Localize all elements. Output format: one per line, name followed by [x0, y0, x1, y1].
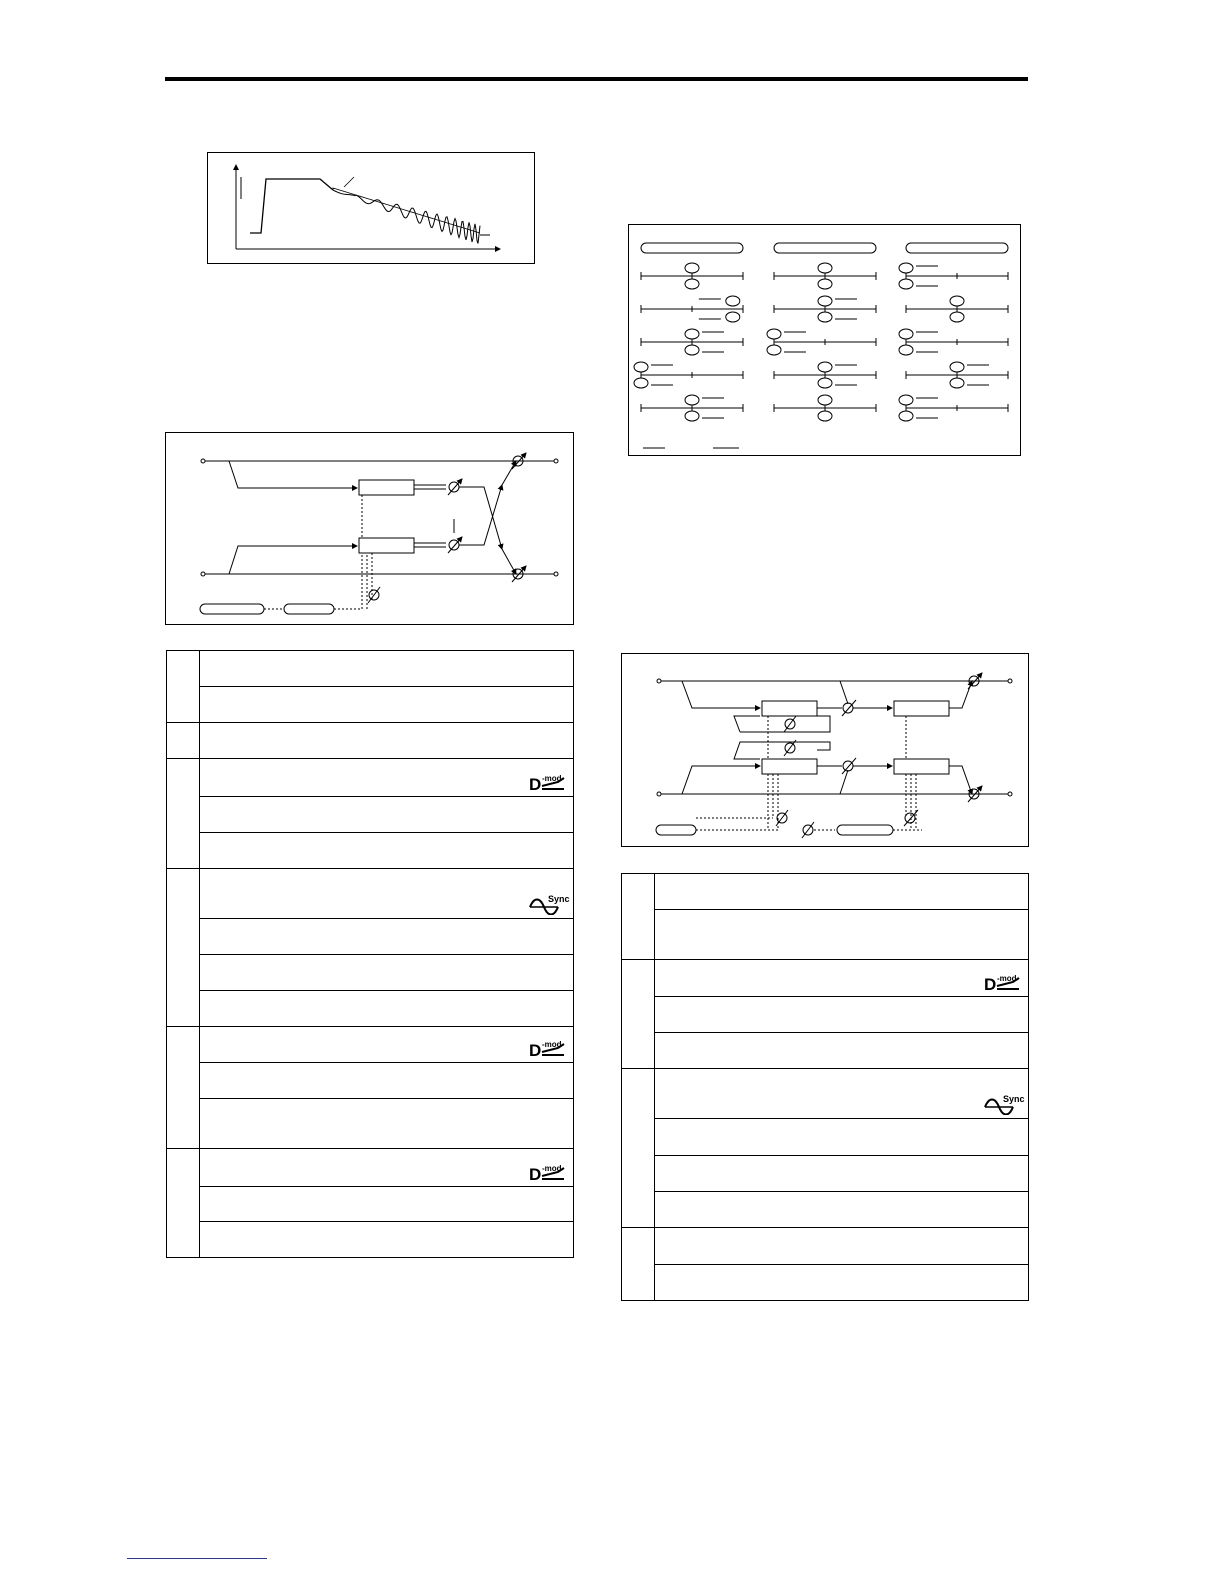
parameter-row: [622, 910, 1029, 960]
svg-text:D: D: [529, 775, 542, 793]
phase-marker: [818, 378, 832, 388]
svg-text:D: D: [529, 1165, 542, 1183]
parameter-row: [622, 997, 1029, 1033]
parameter-cell: [655, 874, 1029, 910]
parameter-cell: [655, 997, 1029, 1033]
parameter-row: [622, 960, 1029, 997]
svg-text:-mod: -mod: [542, 774, 562, 783]
phase-marker: [685, 345, 699, 355]
parameter-cell: [200, 759, 574, 797]
parameter-cell: [200, 991, 574, 1027]
phase-column-header: [774, 243, 876, 253]
parameter-cell: [200, 919, 574, 955]
tempo-sync-icon: [983, 1093, 1025, 1115]
parameter-row: [167, 651, 574, 687]
phase-marker: [767, 345, 781, 355]
parameter-group-index-cell: [167, 1027, 200, 1149]
d-mod-icon: [528, 1163, 570, 1183]
parameter-cell: [200, 723, 574, 759]
footer-link-rule: [127, 1558, 267, 1559]
parameter-row: [167, 723, 574, 759]
parameter-cell: [200, 955, 574, 991]
d-mod-icon: [528, 1163, 570, 1183]
parameter-cell: [655, 1069, 1029, 1119]
svg-text:-mod: -mod: [997, 974, 1017, 983]
d-mod-icon: [983, 973, 1025, 993]
d-mod-icon: [528, 773, 570, 793]
parameter-cell: [200, 797, 574, 833]
phase-marker: [950, 296, 964, 306]
parameter-group-index-cell: [622, 1228, 655, 1301]
d-mod-icon: [528, 773, 570, 793]
phase-marker: [685, 395, 699, 405]
parameter-cell: [655, 910, 1029, 960]
parameter-cell: [200, 687, 574, 723]
parameter-row: [167, 1027, 574, 1063]
svg-text:-mod: -mod: [542, 1040, 562, 1049]
svg-text:Sync: Sync: [548, 894, 570, 904]
phase-marker: [899, 329, 913, 339]
parameter-row: [167, 869, 574, 919]
svg-text:D: D: [529, 1041, 542, 1059]
phase-marker: [950, 378, 964, 388]
parameter-cell: [655, 960, 1029, 997]
d-mod-icon: [528, 1039, 570, 1059]
phase-column-header: [906, 243, 1008, 253]
parameter-cell: [655, 1192, 1029, 1228]
parameter-cell: [655, 1265, 1029, 1301]
phase-marker: [818, 362, 832, 372]
phase-marker: [818, 296, 832, 306]
parameter-cell: [200, 1149, 574, 1187]
phase-marker: [899, 345, 913, 355]
parameter-cell: [200, 833, 574, 869]
parameter-row: [622, 874, 1029, 910]
phase-marker: [818, 279, 832, 289]
parameter-row: [167, 759, 574, 797]
phase-marker: [685, 263, 699, 273]
phase-marker: [950, 312, 964, 322]
parameter-cell: [655, 1119, 1029, 1156]
phase-marker: [634, 362, 648, 372]
phase-marker: [685, 411, 699, 421]
phase-marker: [899, 263, 913, 273]
parameter-group-index-cell: [167, 1149, 200, 1258]
parameter-table-left: [166, 650, 574, 1258]
parameter-row: [622, 1265, 1029, 1301]
phase-marker: [818, 395, 832, 405]
parameter-row: [622, 1228, 1029, 1265]
parameter-cell: [200, 1063, 574, 1099]
parameter-cell: [655, 1033, 1029, 1069]
header-rule: [165, 77, 1028, 81]
tempo-sync-icon: [983, 1093, 1025, 1115]
routing-diagram-left: [165, 432, 574, 625]
phase-marker: [685, 329, 699, 339]
parameter-group-index-cell: [167, 651, 200, 723]
svg-text:D: D: [984, 975, 997, 993]
parameter-group-index-cell: [622, 960, 655, 1069]
parameter-group-index-cell: [167, 869, 200, 1027]
phase-column-header: [641, 243, 743, 253]
phase-marker: [899, 279, 913, 289]
parameter-cell: [200, 651, 574, 687]
phase-marker: [818, 411, 832, 421]
phase-marker: [899, 411, 913, 421]
parameter-row: [622, 1192, 1029, 1228]
parameter-cell: [655, 1228, 1029, 1265]
parameter-row: [167, 1222, 574, 1258]
parameter-cell: [655, 1156, 1029, 1192]
routing-diagram-right: [621, 653, 1029, 847]
parameter-cell: [200, 1099, 574, 1149]
svg-text:Sync: Sync: [1003, 1094, 1025, 1104]
tempo-sync-icon: [528, 893, 570, 915]
phase-marker: [950, 362, 964, 372]
phase-marker: [634, 378, 648, 388]
tempo-sync-icon: [528, 893, 570, 915]
parameter-row: [167, 833, 574, 869]
phase-chart: [628, 224, 1021, 456]
parameter-row: [622, 1033, 1029, 1069]
phase-marker: [767, 329, 781, 339]
parameter-cell: [200, 1027, 574, 1063]
parameter-group-index-cell: [622, 1069, 655, 1228]
parameter-group-index-cell: [167, 723, 200, 759]
parameter-row: [167, 1099, 574, 1149]
parameter-group-index-cell: [622, 874, 655, 960]
phase-marker: [899, 395, 913, 405]
parameter-row: [167, 1149, 574, 1187]
parameter-row: [167, 919, 574, 955]
parameter-row: [167, 1187, 574, 1222]
parameter-row: [167, 687, 574, 723]
parameter-cell: [200, 1222, 574, 1258]
phase-marker: [726, 312, 740, 322]
parameter-cell: [200, 1187, 574, 1222]
phase-marker: [818, 312, 832, 322]
parameter-row: [622, 1069, 1029, 1119]
parameter-row: [167, 797, 574, 833]
phase-marker: [818, 263, 832, 273]
envelope-graph: [207, 152, 535, 264]
d-mod-icon: [528, 1039, 570, 1059]
phase-marker: [726, 296, 740, 306]
svg-text:-mod: -mod: [542, 1164, 562, 1173]
parameter-row: [622, 1119, 1029, 1156]
parameter-row: [167, 991, 574, 1027]
parameter-cell: [200, 869, 574, 919]
parameter-row: [167, 955, 574, 991]
phase-marker: [685, 279, 699, 289]
d-mod-icon: [983, 973, 1025, 993]
parameter-table-right: [621, 873, 1029, 1301]
parameter-group-index-cell: [167, 759, 200, 869]
parameter-row: [622, 1156, 1029, 1192]
parameter-row: [167, 1063, 574, 1099]
